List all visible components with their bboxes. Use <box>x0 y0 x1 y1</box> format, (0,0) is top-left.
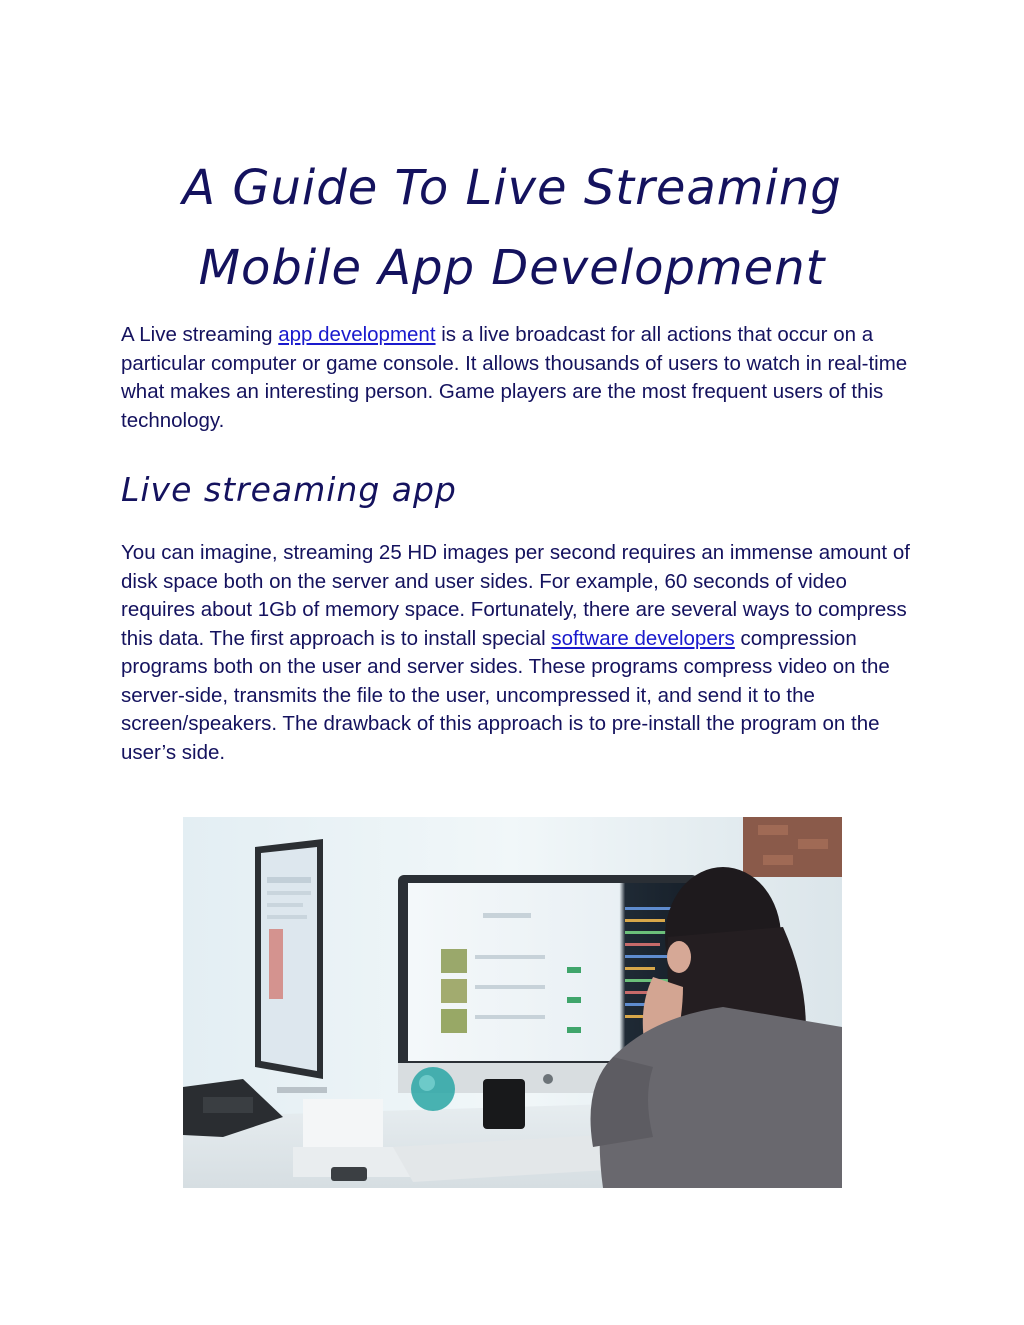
section-paragraph <box>121 539 911 767</box>
app-development-link[interactable]: app development <box>278 323 436 346</box>
section-text-start: You can imagine, streaming 25 HD images per second requires an immense amount of disk space both on the server and user sides. For example, 60 seconds of video requires about 1Gb of memory space. Fortunately, there are several ways to compress this data. The first approach is to install special <box>121 541 910 650</box>
page-title <box>0 148 1024 308</box>
smartphone <box>331 1167 367 1181</box>
office-photo <box>183 817 842 1188</box>
intro-paragraph <box>121 321 911 435</box>
page-title-line-2: Mobile App Development <box>198 240 826 296</box>
section-heading: Live streaming app <box>121 470 457 509</box>
software-developers-link[interactable]: software developers <box>551 626 735 650</box>
left-monitor <box>255 839 327 1093</box>
intro-text-start: A Live streaming <box>121 323 279 346</box>
page-title-line-1: A Guide To Live Streaming <box>182 160 842 216</box>
paper-stack <box>303 1099 383 1149</box>
section-text-end: compression programs both on the user and server sides. These programs compress video on the server-side, transmits the file to the user, uncompressed it, and send it to the screen/speakers. The drawback of this approach is to pre-install the program on the user’s side. <box>121 626 890 764</box>
glass-ornament <box>411 1067 455 1111</box>
coffee-mug <box>483 1079 525 1129</box>
intro-text-end: is a live broadcast for all actions that occur on a particular computer or game console. It allows thousands of users to watch in real-time what makes an interesting person. Game players are the most frequent users of this technology. <box>121 323 908 432</box>
